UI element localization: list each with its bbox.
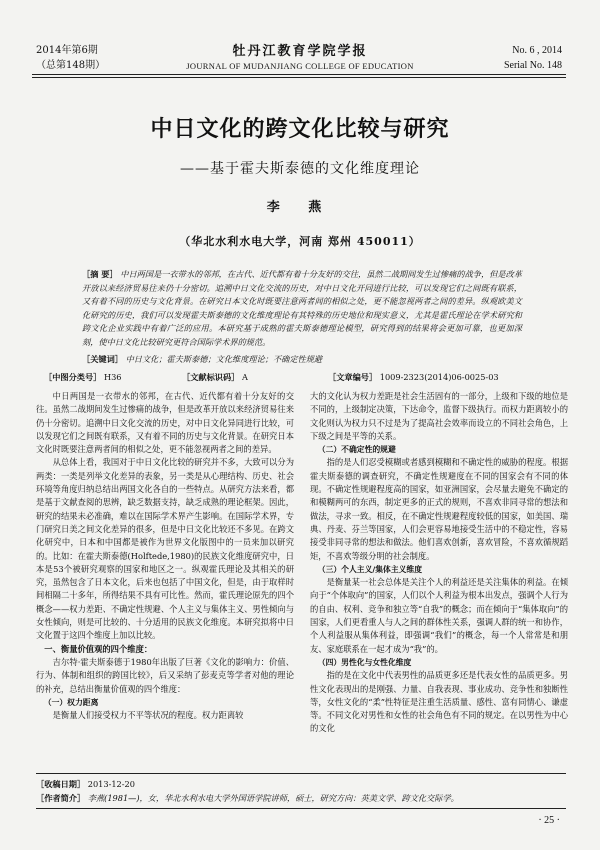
issue-number-en: No. 6 , 2014 [512, 45, 562, 56]
clc-label: ［中图分类号］ [44, 372, 102, 382]
issue-info-cn [36, 43, 105, 73]
subsection-heading: （三）个人主义/集体主义维度 [317, 564, 423, 574]
header-rule-thin [32, 77, 566, 78]
journal-title-en: JOURNAL OF MUDANJIANG COLLEGE OF EDUCATION [186, 61, 414, 71]
body-paragraph: 中日两国是一衣带水的邻邦，在古代、近代都有着十分友好的交往。虽然二战期间发生过惨痛的战争，但是改革开放以来经济贸易往来仍十分密切。追溯中日文化交流的历史，对中日文化异同进行比较，可以发现它们之间既有联系，又有着不同的历史与文化背景。在研究日本文化时既要注意两者间的相似之处，更不能忽视两者之间的差异。 [36, 391, 294, 455]
article-subtitle: ——基于霍夫斯泰德的文化维度理论 [180, 161, 420, 177]
body-paragraph: 指的是在文化中代表男性的品质更多还是代表女性的品质更多。男性文化表现出的是刚强、力量、自我表现、事业成功、竞争性和独断性等，女性文化的“柔”性特征是注重生活质量、感性、富有同情心、谦虚等。不同文化对男性和女性的社会角色有不同的规定。在以男性为中心的文化 [310, 670, 568, 734]
footnote [36, 777, 566, 805]
clc-value: H36 [103, 372, 122, 382]
issue-number-cn: 2014年第6期 [36, 45, 98, 56]
author-name: 李 燕 [266, 200, 334, 215]
footer-rule [36, 808, 566, 809]
abstract [82, 268, 522, 350]
clc-number [44, 372, 122, 383]
keywords [82, 353, 522, 366]
body-column-right [310, 390, 568, 736]
document-code [182, 372, 248, 383]
subsection-heading: （一）权力距离 [43, 697, 99, 707]
subsection-heading: （二）不确定性的规避 [317, 445, 396, 455]
abstract-label: ［摘 要］ [82, 269, 118, 279]
journal-title-cn: 牡丹江教育学院学报 [232, 44, 368, 59]
received-label: ［收稿日期］ [36, 779, 86, 789]
doc-code-label: ［文献标识码］ [182, 372, 240, 382]
keywords-text: 中日文化；霍夫斯泰德；文化维度理论；不确定性规避 [125, 354, 323, 364]
received-date [36, 777, 566, 791]
author-affiliation: （华北水利水电大学，河南 郑州 450011） [179, 235, 421, 248]
author-bio-text: 李燕(1981—)，女，华北水利水电大学外国语学院讲师，硕士，研究方向：英美文学、跨文化交际学。 [87, 793, 459, 803]
body-paragraph: 是衡量人们接受权力不平等状况的程度。权力距离较 [52, 710, 244, 721]
body-paragraph: 指的是人们忍受模糊或者感到模糊和不确定性的威胁的程度。根据霍夫斯泰德的调查研究，不确定性规避度在不同的国家会有不同的体现。不确定性规避程度高的国家，如亚洲国家，会尽量去避免不确定的和模糊两可的东西，制定更多的正式的规则，不喜欢非同寻常的想法和做法，寻求一致。相反，在不确定性规避程度较低的国家，如美国、瑞典、丹麦、芬兰等国家，人们会更容易地接受生活中的不稳定性，容易接受非同寻常的想法和做法。他们喜欢创新，喜欢冒险，不喜欢循规蹈矩，不喜欢等级分明的社会制度。 [310, 457, 568, 561]
article-number [328, 372, 499, 383]
abstract-text: 中日两国是一衣带水的邻邦，在古代、近代都有着十分友好的交往，虽然二战期间发生过惨痛的战争，但是改革开放以来经济贸易往来仍十分密切。追溯中日文化交流的历史，对中日文化开同进行比较，可以发现它们之间既有联系，又有着不同的历史与文化背景。在研究日本文化时既要注意两者间的相似之处，更不能忽视两者之间的差异。纵观欧美文化研究的历史，我们可以发现霍夫斯泰德的文化维度理论有其特殊的历史地位和现实意义，尤其是霍氏理论在学术研究和跨文化企业实践中有着广泛的应用。本研究基于成熟的霍夫斯泰德理论模型，研究得到的结果将会更加可靠，也更加深刻，使中日文化比较研究更符合国际学术界的规范。 [82, 269, 522, 347]
keywords-label: ［关键词］ [82, 354, 123, 364]
body-paragraph: 大的文化认为权力差距是社会生活固有的一部分，上级和下级的地位是不同的，上级制定决策，下达命令，监督下级执行。而权力距离较小的文化则认为权力只不过是为了提高社会效率而设立的不同社会角色，上下级之间是平等的关系。 [310, 391, 568, 441]
article-title: 中日文化的跨文化比较与研究 [150, 117, 450, 142]
body-column-left [36, 390, 294, 722]
received-value: 2013-12-20 [87, 779, 135, 789]
article-number-label: ［文章编号］ [328, 372, 378, 382]
subsection-heading: （四）男性化与女性化维度 [317, 657, 412, 667]
serial-number-en: Serial No. 148 [503, 60, 562, 71]
page-number: · 25 · [538, 815, 560, 826]
serial-number-cn: （总第148期） [36, 60, 106, 71]
section-heading: 一、衡量价值观的四个维度： [44, 643, 153, 654]
author-bio [36, 791, 566, 805]
author-bio-label: ［作者简介］ [36, 793, 86, 803]
body-paragraph: 吉尔特·霍夫斯泰德于1980年出版了巨著《文化的影响力：价值、行为、体制和组织的跨国比较》，后又采纳了彭麦克等学者对他的理论的补充，总结出衡量价值观的四个维度： [36, 656, 294, 694]
footnote-rule [36, 773, 566, 774]
body-paragraph: 从总体上看，我国对于中日文化比较的研究并不多，大致可以分为两类：一类是列举文化差异的表象，另一类是从心理结构、历史、社会环境等角度归纳总结出两国文化各自的一些特点。从研究方法来看，都是基于文献查阅的思辨，缺乏数据支持，缺乏成熟的理论框架。因此，研究的结果未必准确，难以在国际学术界产生影响。在国际学术界，专门研究日美之间文化差异的很多，但是中日文化比较还不多见。在跨文化研究中，日本和中国都是被作为世界文化版图中的一员来加以研究的。比如：在霍夫斯泰德(Holftede,1980)的民族文化维度研究中，日本是53个被研究观察的国家和地区之一。纵观霍氏理论及其相关的研究，虽然包含了日本文化，后来也包括了中国文化，但是，由于取样时间相隔二十多年，所得结果不具有可比性。然而，霍氏理论原先的四个概念——权力差距、不确定性规避、个人主义与集体主义、男性倾向与女性倾向，则是可比较的、十分适用的民族文化维度。本研究拟将中日文化置于这四个维度上加以比较。 [36, 457, 294, 641]
article-number-value: 1009-2323(2014)06-0025-03 [379, 372, 499, 382]
header-rule [32, 74, 566, 75]
journal-title-block [150, 40, 450, 71]
doc-code-value: A [241, 372, 248, 382]
issue-info-en [504, 43, 562, 73]
body-paragraph: 是衡量某一社会总体是关注个人的利益还是关注集体的利益。在倾向于“个体取向”的国家，人们以个人利益为根本出发点，强调个人行为的自由、权利、竞争和独立等“自我”的概念；而在倾向于“集体取向”的国家，人们更看重人与人之间的群体性关系，强调人群的统一和协作，个人利益服从集体利益，即强调“我们”的概念，每一个人常常是和朋友、家庭联系在一起才成为“我”的。 [310, 577, 568, 654]
